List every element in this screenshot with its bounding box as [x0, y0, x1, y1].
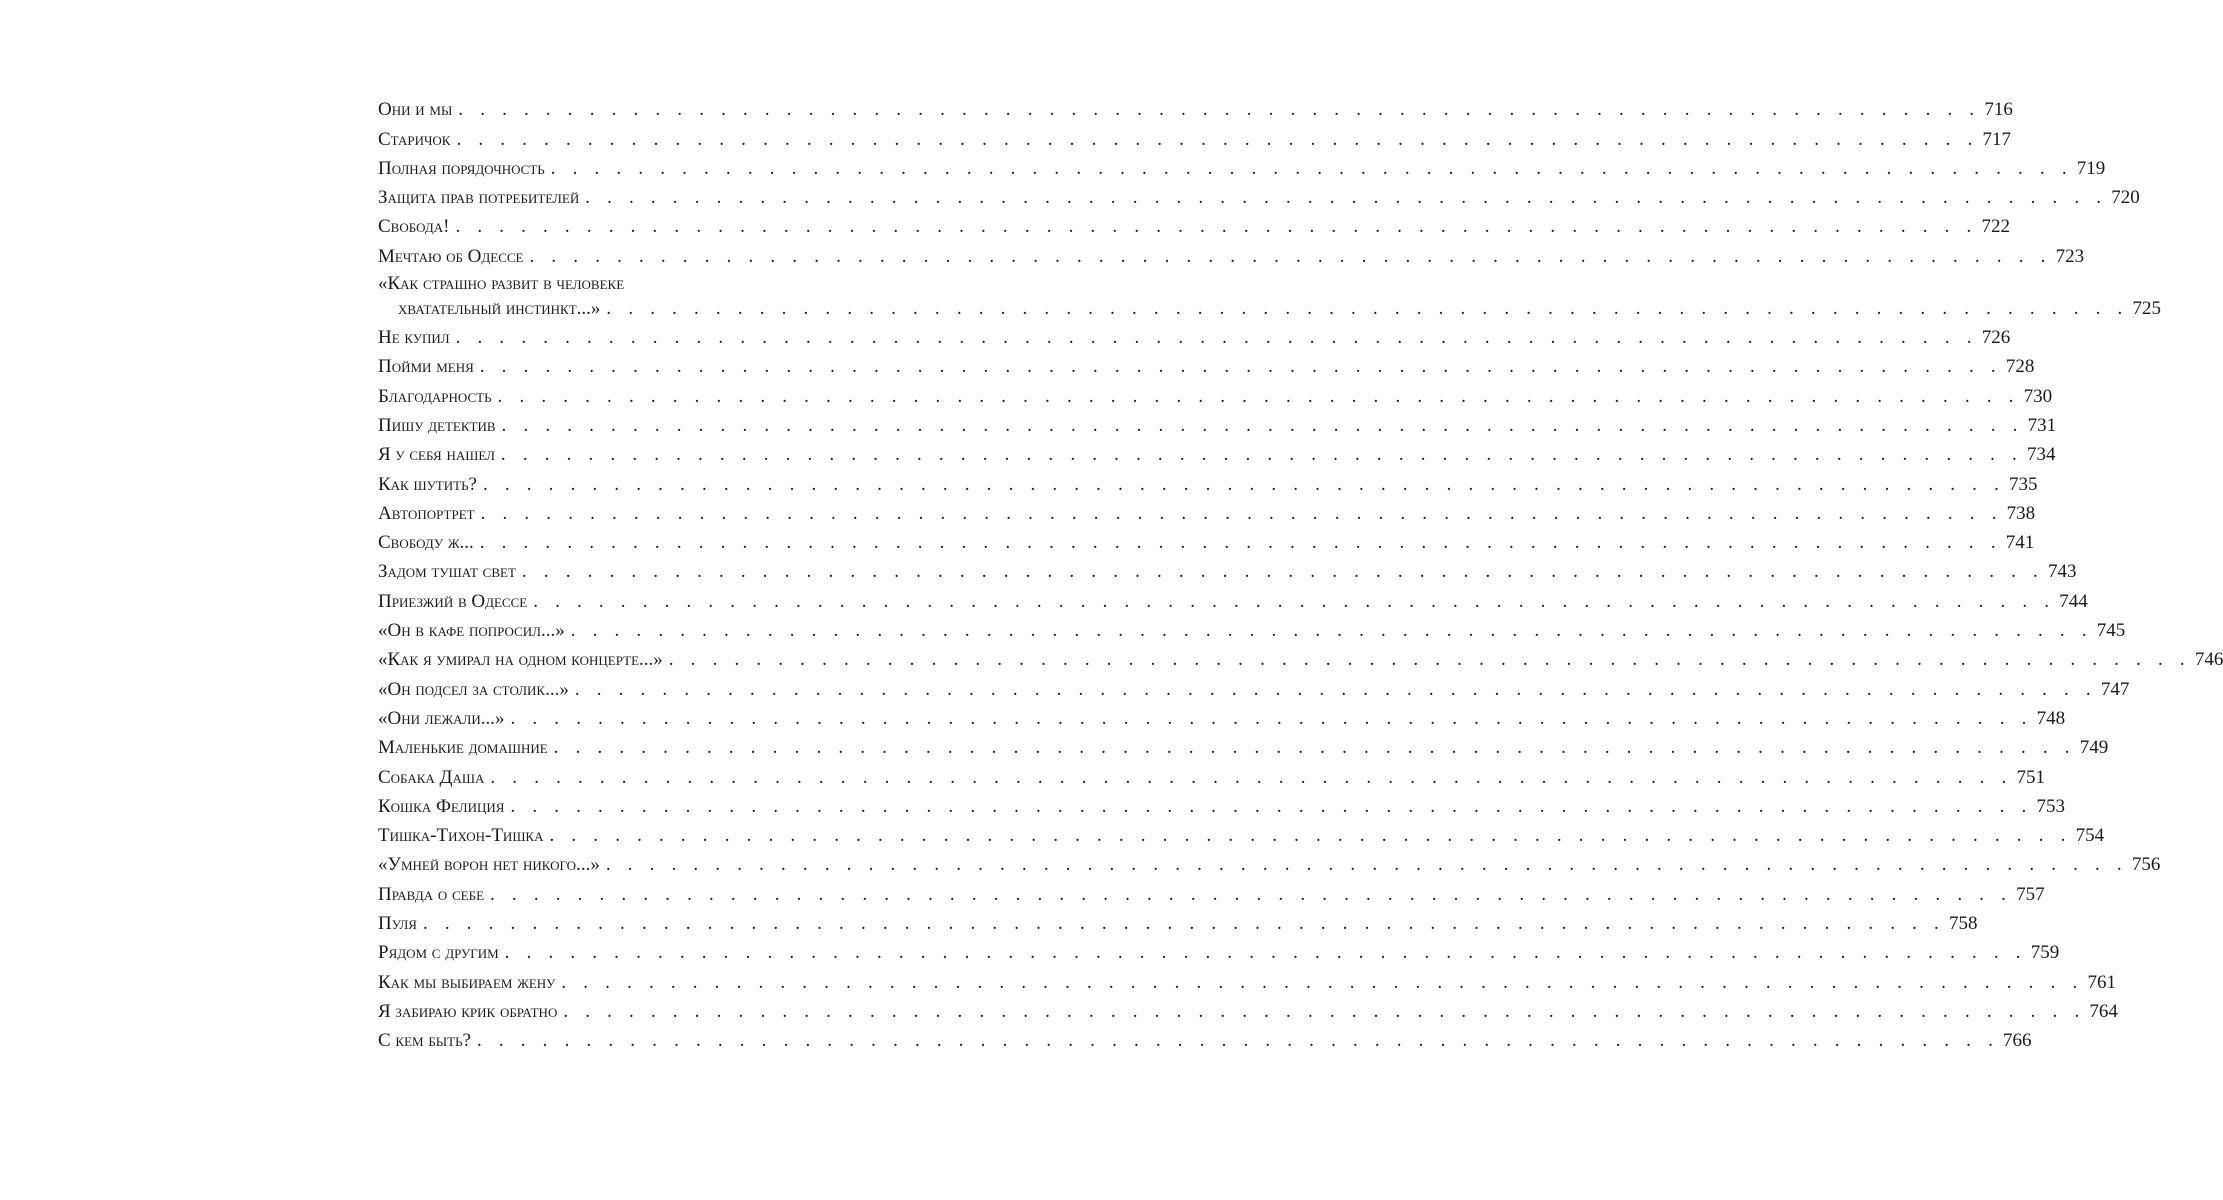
toc-entry — [378, 435, 2056, 466]
toc-entry-title: Собака Даша — [378, 766, 485, 788]
toc-entry-title: Не купил — [378, 327, 450, 349]
toc-entry-page: 730 — [2023, 385, 2053, 407]
toc-entry-page: 756 — [2131, 854, 2161, 876]
toc-entry-title: Задом тушат свет — [378, 561, 516, 583]
toc-leader-dots: . . . . . . . . . . . . . . . . . . . . . . . . . . . . . . . . . . . . . . . . . . . . . . . . . . . . . . . . . . . . . . . . . . . . . . — [479, 356, 2002, 378]
toc-entry — [378, 669, 2130, 700]
toc-entry-title: Защита прав потребителей — [378, 187, 580, 209]
toc-leader-dots: . . . . . . . . . . . . . . . . . . . . . . . . . . . . . . . . . . . . . . . . . . . . . . . . . . . . . . . . . . . . . . . . . . . . . . — [553, 737, 2076, 759]
toc-leader-dots: . . . . . . . . . . . . . . . . . . . . . . . . . . . . . . . . . . . . . . . . . . . . . . . . . . . . . . . . . . . . . . . . . . . . . . — [500, 444, 2023, 466]
toc-entry-page: 720 — [2111, 187, 2140, 209]
toc-entry — [378, 757, 2045, 788]
toc-entry — [378, 523, 2035, 554]
toc-leader-dots: . . . . . . . . . . . . . . . . . . . . . . . . . . . . . . . . . . . . . . . . . . . . . . . . . . . . . . . . . . . . . . . . . . . . . . — [529, 245, 2052, 267]
toc-leader-dots: . . . . . . . . . . . . . . . . . . . . . . . . . . . . . . . . . . . . . . . . . . . . . . . . . . . . . . . . . . . . . . . . . . . . . . — [533, 590, 2056, 612]
toc-entry — [378, 611, 2126, 642]
toc-entry-page: 758 — [1949, 913, 1978, 935]
toc-entry-title-continued: хватательный инстинкт...» — [398, 297, 601, 319]
toc-entry-page: 741 — [2005, 532, 2035, 554]
toc-entry-title: Благодарность — [378, 385, 492, 407]
toc-entry — [378, 494, 2036, 524]
toc-entry — [378, 90, 2013, 121]
toc-leader-dots: . . . . . . . . . . . . . . . . . . . . . . . . . . . . . . . . . . . . . . . . . . . . . . . . . . . . . . . . . . . . . . . . . . . . . . — [521, 561, 2044, 583]
toc-entry — [378, 874, 2045, 905]
toc-entry — [378, 552, 2077, 583]
toc-entry — [378, 581, 2088, 612]
toc-entry-title: Кошка Фелиция — [378, 795, 505, 817]
toc-entry-page: 726 — [1981, 327, 2011, 349]
toc-entry-page: 759 — [2030, 942, 2060, 964]
toc-entry — [378, 845, 2161, 876]
toc-entry-title: Полная порядочность — [378, 157, 545, 179]
toc-leader-dots: . . . . . . . . . . . . . . . . . . . . . . . . . . . . . . . . . . . . . . . . . . . . . . . . . . . . . . . . . . . . . . . . . . . . . . — [480, 502, 2003, 524]
toc-leader-dots: . . . . . . . . . . . . . . . . . . . . . . . . . . . . . . . . . . . . . . . . . . . . . . . . . . . . . . . . . . . . . . . . . . . . . . — [422, 913, 1946, 935]
toc-entry-page: 738 — [2006, 502, 2036, 524]
toc-entry-title: «Они лежали...» — [378, 707, 505, 729]
toc-leader-dots: . . . . . . . . . . . . . . . . . . . . . . . . . . . . . . . . . . . . . . . . . . . . . . . . . . . . . . . . . . . . . . . . . . . . . . — [510, 795, 2033, 817]
toc-entry — [378, 178, 2140, 209]
toc-leader-dots: . . . . . . . . . . . . . . . . . . . . . . . . . . . . . . . . . . . . . . . . . . . . . . . . . . . . . . . . . . . . . . . . . . . . . . — [668, 649, 2191, 671]
toc-entry-title: Тишка-Тихон-Тишка — [378, 825, 544, 847]
toc-entry-title: Правда о себе — [378, 883, 485, 905]
toc-entry-title: Автопортрет — [378, 502, 475, 524]
toc-entry-page: 734 — [2026, 444, 2056, 466]
toc-entry-page: 746 — [2194, 649, 2223, 671]
toc-leader-dots: . . . . . . . . . . . . . . . . . . . . . . . . . . . . . . . . . . . . . . . . . . . . . . . . . . . . . . . . . . . . . . . . . . . . . . — [455, 327, 1978, 349]
toc-entry-title: Я у себя нашел — [378, 444, 495, 466]
toc-entry-page: 745 — [2096, 620, 2126, 642]
toc-entry — [378, 904, 1978, 935]
toc-leader-dots: . . . . . . . . . . . . . . . . . . . . . . . . . . . . . . . . . . . . . . . . . . . . . . . . . . . . . . . . . . . . . . . . . . . . . . — [585, 187, 2108, 209]
toc-entry-title: С кем быть? — [378, 1030, 471, 1052]
toc-entry — [378, 119, 2012, 150]
toc-entry-title: Они и мы — [378, 99, 453, 121]
toc-entry-page: 757 — [2016, 883, 2045, 905]
toc-entry — [378, 347, 2035, 378]
toc-entry-title: «Как страшно развит в человеке — [378, 272, 625, 294]
toc-leader-dots: . . . . . . . . . . . . . . . . . . . . . . . . . . . . . . . . . . . . . . . . . . . . . . . . . . . . . . . . . . . . . . . . . . . . . . — [549, 825, 2072, 847]
toc-entry — [378, 149, 2106, 179]
toc-entry-title: Пойми меня — [378, 356, 474, 378]
toc-entry-title: Пишу детектив — [378, 414, 496, 436]
toc-entry-title: Маленькие домашние — [378, 737, 548, 759]
toc-leader-dots: . . . . . . . . . . . . . . . . . . . . . . . . . . . . . . . . . . . . . . . . . . . . . . . . . . . . . . . . . . . . . . . . . . . . . . — [563, 1000, 2086, 1022]
table-of-contents — [378, 90, 2223, 1052]
toc-entry-page: 735 — [2009, 473, 2038, 495]
toc-leader-dots: . . . . . . . . . . . . . . . . . . . . . . . . . . . . . . . . . . . . . . . . . . . . . . . . . . . . . . . . . . . . . . . . . . . . . . — [455, 216, 1978, 238]
toc-leader-dots: . . . . . . . . . . . . . . . . . . . . . . . . . . . . . . . . . . . . . . . . . . . . . . . . . . . . . . . . . . . . . . . . . . . . . . — [476, 1030, 2000, 1052]
toc-entry-title: Рядом с другим — [378, 942, 499, 964]
toc-entry-title: Пуля — [378, 913, 417, 935]
toc-entry-title: «Он в кафе попросил...» — [378, 620, 565, 642]
toc-entry-page: 747 — [2100, 678, 2130, 700]
toc-entry-page: 753 — [2036, 795, 2065, 817]
toc-leader-dots: . . . . . . . . . . . . . . . . . . . . . . . . . . . . . . . . . . . . . . . . . . . . . . . . . . . . . . . . . . . . . . . . . . . . . . — [479, 532, 2002, 554]
toc-entry-page: 761 — [2087, 971, 2116, 993]
toc-entry-page: 731 — [2027, 414, 2057, 436]
toc-leader-dots: . . . . . . . . . . . . . . . . . . . . . . . . . . . . . . . . . . . . . . . . . . . . . . . . . . . . . . . . . . . . . . . . . . . . . . — [456, 128, 1979, 150]
toc-entry — [378, 816, 2105, 847]
toc-entry-page: 719 — [2076, 157, 2106, 179]
toc-entry-page: 748 — [2036, 707, 2066, 729]
toc-leader-dots: . . . . . . . . . . . . . . . . . . . . . . . . . . . . . . . . . . . . . . . . . . . . . . . . . . . . . . . . . . . . . . . . . . . . . . — [510, 707, 2033, 729]
toc-entry-page: 717 — [1982, 128, 2012, 150]
toc-leader-dots: . . . . . . . . . . . . . . . . . . . . . . . . . . . . . . . . . . . . . . . . . . . . . . . . . . . . . . . . . . . . . . . . . . . . . . — [504, 942, 2027, 964]
toc-entry — [378, 207, 2010, 238]
toc-leader-dots: . . . . . . . . . . . . . . . . . . . . . . . . . . . . . . . . . . . . . . . . . . . . . . . . . . . . . . . . . . . . . . . . . . . . . . — [574, 678, 2097, 700]
toc-leader-dots: . . . . . . . . . . . . . . . . . . . . . . . . . . . . . . . . . . . . . . . . . . . . . . . . . . . . . . . . . . . . . . . . . . . . . . — [605, 854, 2128, 876]
toc-entry-title: «Умней ворон нет никого...» — [378, 854, 600, 876]
toc-leader-dots: . . . . . . . . . . . . . . . . . . . . . . . . . . . . . . . . . . . . . . . . . . . . . . . . . . . . . . . . . . . . . . . . . . . . . . — [550, 157, 2073, 179]
toc-entry-title: Свобода! — [378, 216, 450, 238]
toc-entry — [378, 992, 2118, 1022]
toc-entry — [378, 406, 2057, 436]
toc-entry-title: Как мы выбираем жену — [378, 971, 556, 993]
toc-entry-page: 749 — [2079, 737, 2109, 759]
toc-entry-title: Как шутить? — [378, 473, 477, 495]
toc-entry — [378, 787, 2065, 817]
toc-leader-dots: . . . . . . . . . . . . . . . . . . . . . . . . . . . . . . . . . . . . . . . . . . . . . . . . . . . . . . . . . . . . . . . . . . . . . . — [497, 385, 2020, 407]
toc-entry-title: Приезжий в Одессе — [378, 590, 528, 612]
toc-entry-page: 744 — [2059, 590, 2088, 612]
toc-leader-dots: . . . . . . . . . . . . . . . . . . . . . . . . . . . . . . . . . . . . . . . . . . . . . . . . . . . . . . . . . . . . . . . . . . . . . . — [501, 414, 2024, 436]
toc-entry — [378, 962, 2116, 993]
toc-leader-dots: . . . . . . . . . . . . . . . . . . . . . . . . . . . . . . . . . . . . . . . . . . . . . . . . . . . . . . . . . . . . . . . . . . . . . . — [490, 766, 2013, 788]
toc-leader-dots: . . . . . . . . . . . . . . . . . . . . . . . . . . . . . . . . . . . . . . . . . . . . . . . . . . . . . . . . . . . . . . . . . . . . . . — [606, 297, 2129, 319]
toc-leader-dots: . . . . . . . . . . . . . . . . . . . . . . . . . . . . . . . . . . . . . . . . . . . . . . . . . . . . . . . . . . . . . . . . . . . . . . — [490, 883, 2013, 905]
toc-entry — [378, 933, 2060, 964]
toc-leader-dots: . . . . . . . . . . . . . . . . . . . . . . . . . . . . . . . . . . . . . . . . . . . . . . . . . . . . . . . . . . . . . . . . . . . . . . — [458, 99, 1981, 121]
toc-entry — [378, 1021, 2032, 1052]
toc-leader-dots: . . . . . . . . . . . . . . . . . . . . . . . . . . . . . . . . . . . . . . . . . . . . . . . . . . . . . . . . . . . . . . . . . . . . . . — [561, 971, 2084, 993]
toc-entry-title: Мечтаю об Одессе — [378, 245, 524, 267]
toc-entry-page: 722 — [1981, 216, 2010, 238]
toc-entry — [378, 464, 2038, 495]
toc-leader-dots: . . . . . . . . . . . . . . . . . . . . . . . . . . . . . . . . . . . . . . . . . . . . . . . . . . . . . . . . . . . . . . . . . . . . . . — [482, 473, 2006, 495]
toc-entry — [378, 728, 2109, 759]
toc-entry-title: Я забираю крик обратно — [378, 1000, 558, 1022]
toc-entry — [378, 236, 2085, 267]
toc-entry — [378, 318, 2011, 349]
toc-entry-page: 764 — [2089, 1000, 2118, 1022]
toc-entry-title: «Он подсел за столик...» — [378, 678, 569, 700]
toc-entry-page: 725 — [2132, 297, 2161, 319]
toc-entry — [378, 266, 2161, 319]
toc-entry — [378, 376, 2053, 407]
toc-entry-title: Старичок — [378, 128, 451, 150]
toc-entry-page: 743 — [2047, 561, 2077, 583]
toc-entry-page: 751 — [2016, 766, 2045, 788]
toc-entry — [378, 699, 2066, 729]
toc-entry-title: «Как я умирал на одном концерте...» — [378, 649, 663, 671]
toc-entry-title: Свободу ж... — [378, 532, 474, 554]
toc-entry-page: 723 — [2055, 245, 2085, 267]
toc-entry-page: 728 — [2005, 356, 2035, 378]
toc-leader-dots: . . . . . . . . . . . . . . . . . . . . . . . . . . . . . . . . . . . . . . . . . . . . . . . . . . . . . . . . . . . . . . . . . . . . . . — [570, 620, 2093, 642]
toc-entry-page: 754 — [2075, 825, 2105, 847]
toc-entry-page: 766 — [2003, 1030, 2032, 1052]
toc-entry-page: 716 — [1984, 99, 2013, 121]
toc-entry — [378, 640, 2223, 671]
